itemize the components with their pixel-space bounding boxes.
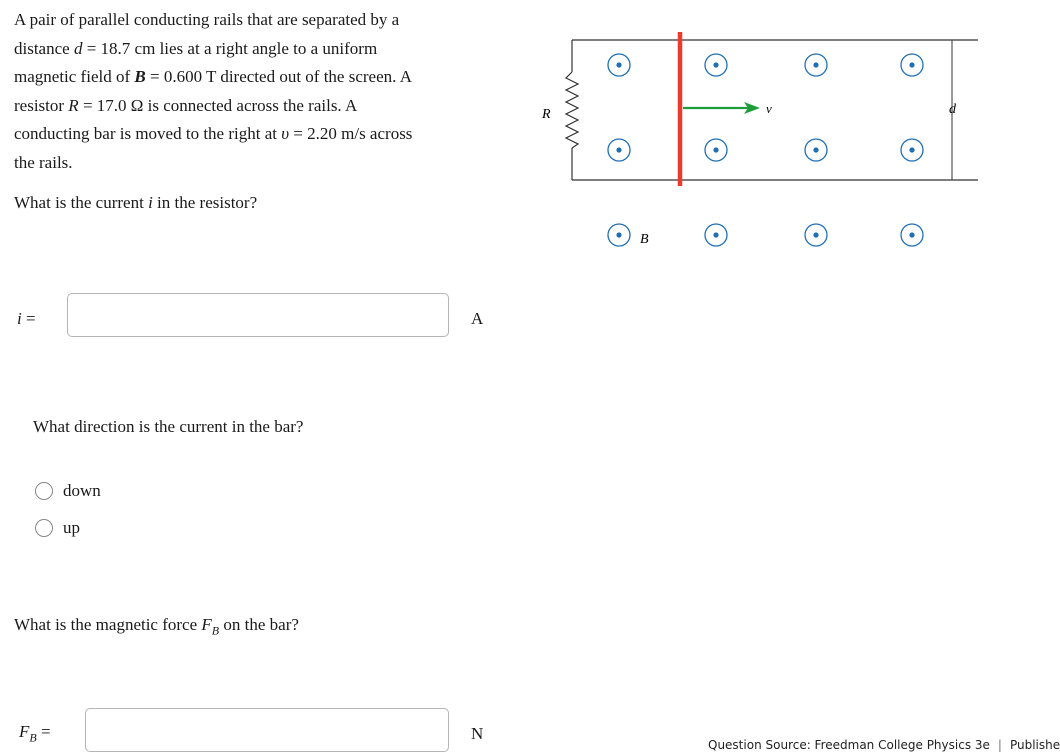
force-subscript: B: [29, 730, 37, 745]
problem-text-span: distance: [14, 38, 74, 58]
problem-line: [14, 120, 484, 149]
field-dot-icon: [805, 224, 827, 246]
question-text: on the bar?: [219, 615, 299, 634]
rail-circuit-diagram: [520, 0, 990, 260]
equals-sign: =: [289, 124, 308, 143]
current-answer-label: [17, 309, 36, 329]
field-dot-icon: [608, 224, 630, 246]
problem-text-span: the rails.: [14, 152, 73, 172]
question-direction: What direction is the current in the bar?: [33, 417, 304, 436]
radio-button-icon[interactable]: [35, 519, 53, 537]
dimension-d-label: d: [949, 102, 956, 117]
equals-sign: =: [145, 67, 164, 86]
question-current: [14, 189, 484, 218]
R-value: 17.0 Ω is connected across the rails. A: [96, 95, 358, 115]
d-value: 18.7 cm lies at a right angle to a uniform: [100, 38, 378, 58]
force-subscript: B: [211, 623, 220, 638]
problem-line: [14, 149, 484, 178]
source-separator: |: [997, 738, 1002, 752]
problem-text-span: resistor: [14, 95, 69, 115]
radio-button-icon[interactable]: [35, 482, 53, 500]
equals-sign: =: [82, 38, 101, 58]
resistor-label: R: [542, 107, 551, 122]
field-B-label: B: [640, 232, 649, 247]
field-dot-icon: [901, 139, 923, 161]
question-text: What is the current: [14, 193, 149, 212]
problem-line: [14, 63, 484, 92]
problem-line: [14, 92, 484, 121]
force-answer-input[interactable]: [85, 708, 449, 752]
symbol-v: υ: [281, 124, 290, 143]
problem-text-span: A pair of parallel conducting rails that are separated by a: [14, 10, 400, 29]
symbol-B: B: [134, 67, 146, 86]
problem-text-span: conducting bar is moved to the right at: [14, 124, 282, 143]
source-text: Question Source: Freedman College Physics 3e: [708, 738, 990, 752]
velocity-label: v: [766, 101, 772, 116]
force-answer-label: [19, 722, 51, 745]
force-symbol: F: [19, 722, 30, 741]
current-answer-input[interactable]: [67, 293, 449, 337]
B-value: 0.600 T directed out of the screen. A: [163, 67, 412, 86]
field-dot-icon: [901, 224, 923, 246]
field-dot-icon: [705, 54, 727, 76]
symbol-i: i: [148, 193, 153, 212]
equals-sign: =: [78, 95, 97, 115]
radio-option-down[interactable]: [35, 481, 101, 501]
field-dot-icon: [805, 54, 827, 76]
question-source: [708, 738, 1060, 752]
field-dot-icon: [608, 54, 630, 76]
force-symbol: F: [201, 615, 212, 634]
symbol-d: d: [73, 38, 83, 58]
field-dot-icon: [805, 139, 827, 161]
question-magnetic-force: [14, 615, 299, 638]
field-dot-icon: [705, 224, 727, 246]
field-dot-icon: [608, 139, 630, 161]
field-dot-icon: [705, 139, 727, 161]
publisher-link[interactable]: Publishe: [1009, 738, 1060, 752]
symbol-R: R: [68, 95, 79, 115]
question-text: What is the magnetic force: [14, 615, 202, 634]
radio-label-down: down: [63, 481, 101, 500]
current-unit: A: [471, 309, 484, 328]
equals-sign: =: [21, 309, 36, 328]
radio-label-up: up: [63, 518, 80, 537]
resistor-zigzag: [566, 72, 578, 148]
problem-line: [14, 6, 484, 35]
problem-statement: [14, 6, 484, 218]
problem-line: [14, 35, 484, 64]
current-symbol: i: [17, 309, 22, 328]
equals-sign: =: [36, 722, 51, 741]
question-text: in the resistor?: [152, 193, 258, 212]
field-out-of-screen-symbols: [608, 54, 923, 246]
problem-text-span: magnetic field of: [14, 67, 135, 86]
radio-option-up[interactable]: [35, 518, 80, 538]
v-value: 2.20 m/s across: [307, 124, 413, 143]
force-unit: N: [471, 724, 484, 743]
field-dot-icon: [901, 54, 923, 76]
